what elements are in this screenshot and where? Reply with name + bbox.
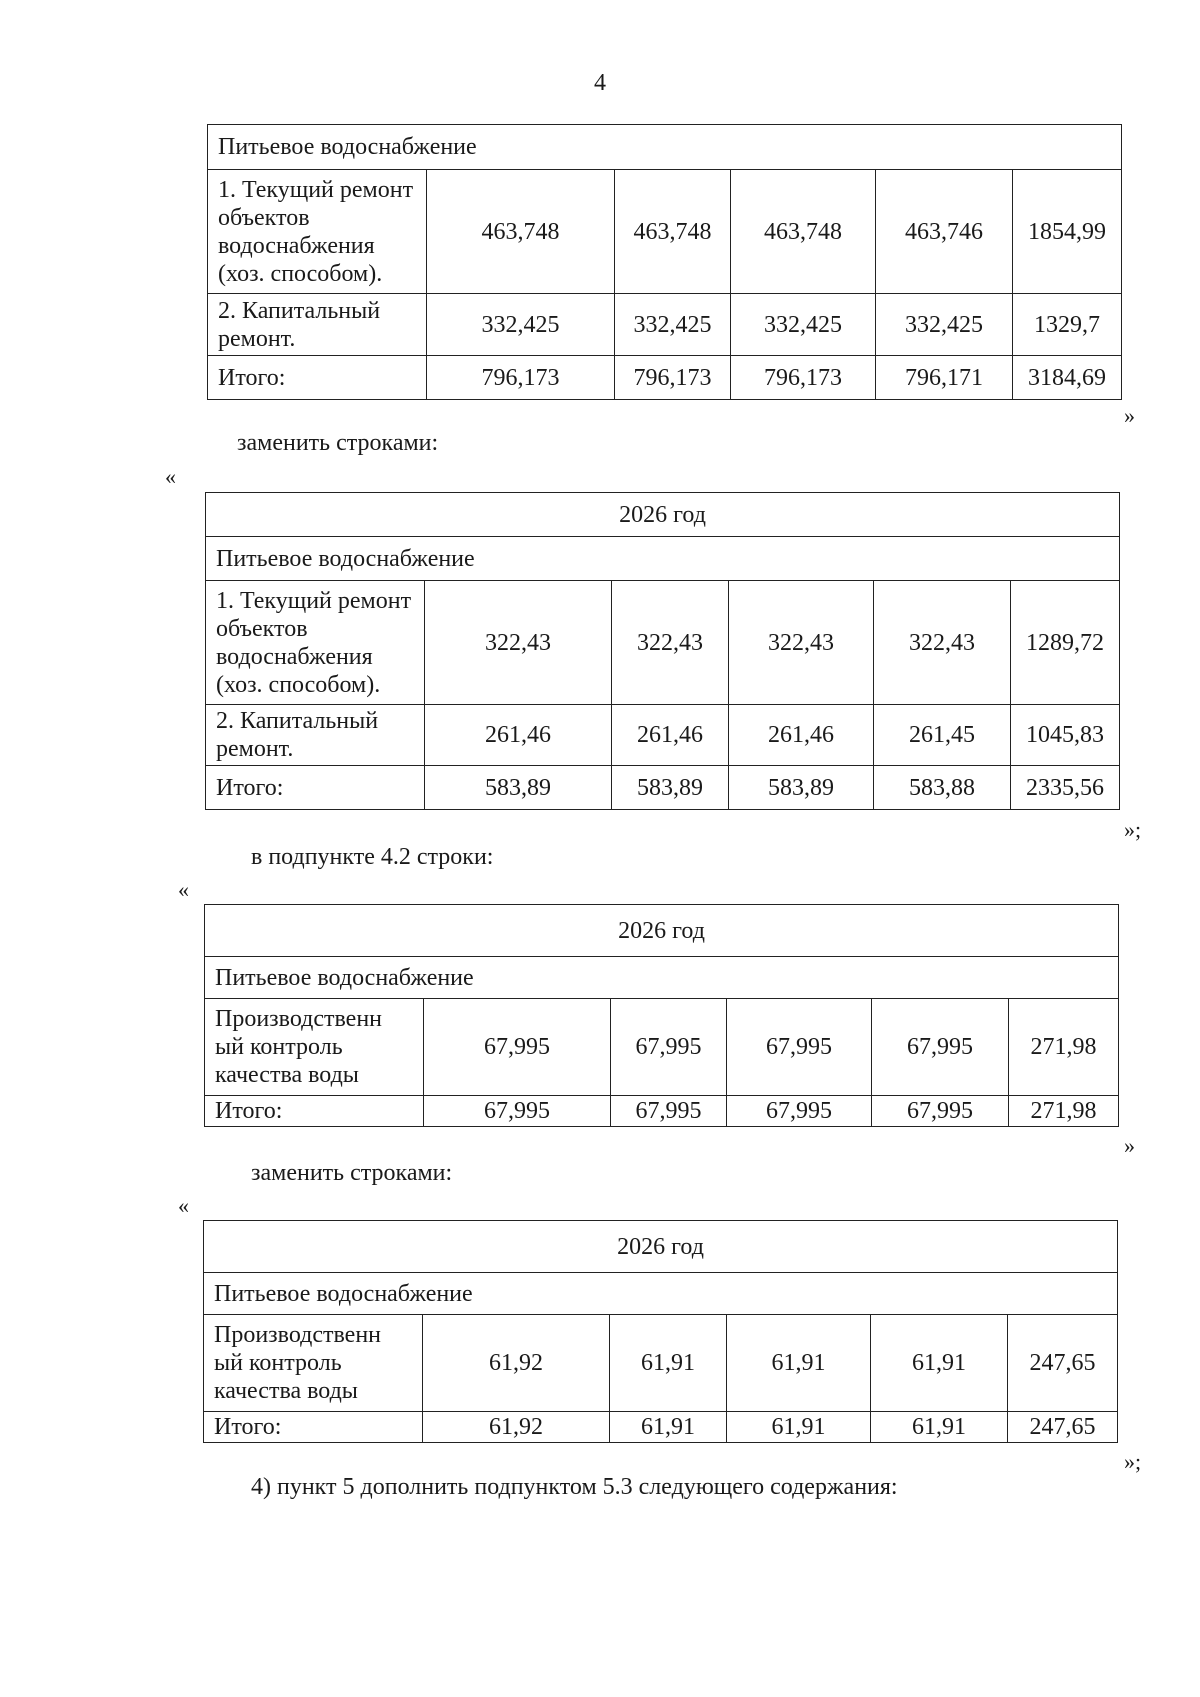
cell: 463,748 (731, 170, 876, 294)
row-label: Производственн ый контроль качества воды (204, 1315, 423, 1412)
row-label: 1. Текущий ремонт объектов водоснабжения (хоз. способом). (206, 581, 425, 705)
row-label: 2. Капитальный ремонт. (206, 705, 425, 766)
table-quality-control-old (204, 904, 1119, 1127)
cell: 463,746 (876, 170, 1013, 294)
cell: 463,748 (427, 170, 615, 294)
cell: 61,91 (610, 1315, 727, 1412)
cell: 2335,56 (1011, 766, 1120, 810)
open-quote: « (165, 464, 176, 489)
row-label: Итого: (208, 356, 427, 400)
section-title: Питьевое водоснабжение (206, 537, 1120, 581)
cell: 3184,69 (1013, 356, 1122, 400)
close-quote: » (1124, 403, 1135, 428)
cell: 322,43 (425, 581, 612, 705)
section-title: Питьевое водоснабжение (208, 125, 1122, 170)
row-label: Итого: (204, 1412, 423, 1443)
cell: 271,98 (1009, 1096, 1119, 1127)
paragraph-subitem: в подпункте 4.2 строки: (251, 844, 494, 870)
cell: 796,171 (876, 356, 1013, 400)
cell: 583,89 (729, 766, 874, 810)
table-row (208, 294, 1122, 356)
cell: 583,89 (425, 766, 612, 810)
year-header: 2026 год (206, 493, 1120, 537)
cell: 67,995 (424, 1096, 611, 1127)
cell: 61,91 (727, 1412, 871, 1443)
table-row (204, 1315, 1118, 1412)
open-quote: « (178, 1193, 189, 1218)
row-label: Производственн ый контроль качества воды (205, 999, 424, 1096)
section-title: Питьевое водоснабжение (204, 1273, 1118, 1315)
table-water-supply-old (207, 124, 1122, 400)
close-quote: »; (1124, 1449, 1142, 1474)
cell: 247,65 (1008, 1412, 1118, 1443)
cell: 332,425 (731, 294, 876, 356)
table-row (205, 1096, 1119, 1127)
row-label: Итого: (205, 1096, 424, 1127)
section-title: Питьевое водоснабжение (205, 957, 1119, 999)
row-label: 2. Капитальный ремонт. (208, 294, 427, 356)
cell: 322,43 (874, 581, 1011, 705)
cell: 261,46 (612, 705, 729, 766)
close-quote: »; (1124, 817, 1142, 842)
cell: 61,91 (727, 1315, 871, 1412)
paragraph-replace: заменить строками: (251, 1160, 453, 1186)
year-header: 2026 год (205, 905, 1119, 957)
cell: 1289,72 (1011, 581, 1120, 705)
cell: 61,92 (423, 1315, 610, 1412)
close-quote: » (1124, 1133, 1135, 1158)
table-row (208, 356, 1122, 400)
cell: 271,98 (1009, 999, 1119, 1096)
cell: 61,92 (423, 1412, 610, 1443)
cell: 1854,99 (1013, 170, 1122, 294)
paragraph-item-5: 4) пункт 5 дополнить подпунктом 5.3 следующего содержания: (251, 1474, 898, 1500)
row-label: 1. Текущий ремонт объектов водоснабжения (хоз. способом). (208, 170, 427, 294)
cell: 61,91 (610, 1412, 727, 1443)
cell: 261,46 (729, 705, 874, 766)
cell: 67,995 (872, 999, 1009, 1096)
table-row (208, 170, 1122, 294)
cell: 583,88 (874, 766, 1011, 810)
table-row (204, 1412, 1118, 1443)
cell: 332,425 (876, 294, 1013, 356)
table-row (206, 766, 1120, 810)
page-number: 4 (594, 70, 606, 96)
cell: 332,425 (615, 294, 731, 356)
cell: 796,173 (731, 356, 876, 400)
table-row (206, 705, 1120, 766)
cell: 796,173 (615, 356, 731, 400)
paragraph-replace: заменить строками: (237, 430, 439, 456)
cell: 67,995 (727, 1096, 872, 1127)
cell: 1045,83 (1011, 705, 1120, 766)
year-header: 2026 год (204, 1221, 1118, 1273)
cell: 322,43 (729, 581, 874, 705)
cell: 61,91 (871, 1315, 1008, 1412)
table-row (206, 581, 1120, 705)
cell: 61,91 (871, 1412, 1008, 1443)
cell: 463,748 (615, 170, 731, 294)
cell: 261,45 (874, 705, 1011, 766)
table-quality-control-new (203, 1220, 1118, 1443)
open-quote: « (178, 877, 189, 902)
row-label: Итого: (206, 766, 425, 810)
cell: 67,995 (611, 1096, 727, 1127)
cell: 322,43 (612, 581, 729, 705)
cell: 1329,7 (1013, 294, 1122, 356)
cell: 67,995 (611, 999, 727, 1096)
cell: 332,425 (427, 294, 615, 356)
cell: 67,995 (727, 999, 872, 1096)
cell: 67,995 (872, 1096, 1009, 1127)
cell: 261,46 (425, 705, 612, 766)
cell: 583,89 (612, 766, 729, 810)
cell: 67,995 (424, 999, 611, 1096)
cell: 247,65 (1008, 1315, 1118, 1412)
table-water-supply-new (205, 492, 1120, 810)
table-row (205, 999, 1119, 1096)
cell: 796,173 (427, 356, 615, 400)
